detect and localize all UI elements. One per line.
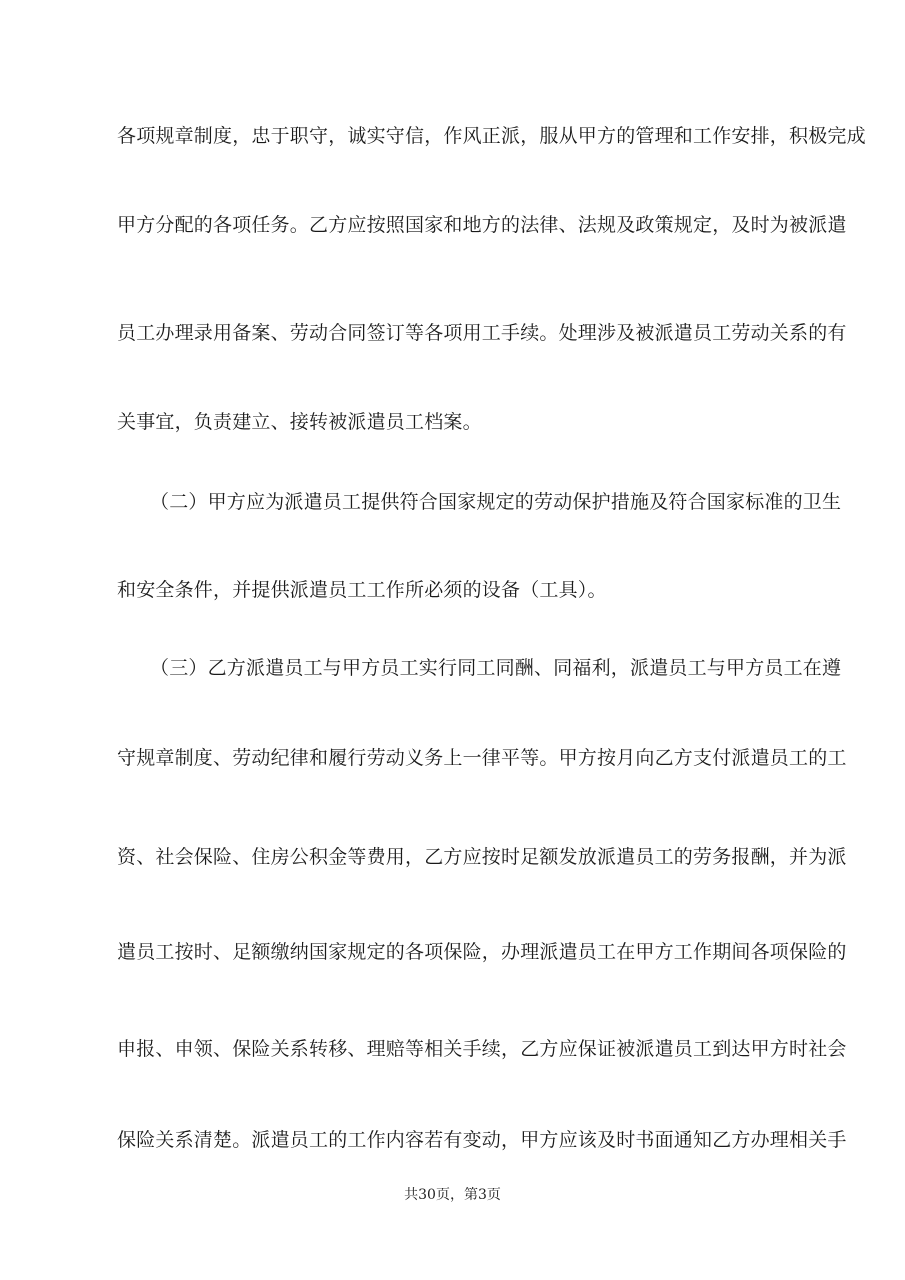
text-line: 申报、申领、保险关系转移、理赔等相关手续，乙方应保证被派遣员工到达甲方时社会 [117,1038,847,1060]
text-line: 守规章制度、劳动纪律和履行劳动义务上一律平等。甲方按月向乙方支付派遣员工的工 [117,747,847,769]
text-line: 保险关系清楚。派遣员工的工作内容若有变动，甲方应该及时书面通知乙方办理相关手 [117,1129,847,1151]
paragraph-three-start: （三）乙方派遣员工与甲方员工实行同工同酬、同福利，派遣员工与甲方员工在遵 [150,657,842,679]
text-line: 资、社会保险、住房公积金等费用，乙方应按时足额发放派遣员工的劳务报酬，并为派 [117,846,847,868]
text-line: 和安全条件，并提供派遣员工工作所必须的设备（工具）。 [117,579,607,601]
text-line: 遣员工按时、足额缴纳国家规定的各项保险，办理派遣员工在甲方工作期间各项保险的 [117,941,847,963]
paragraph-two-start: （二）甲方应为派遣员工提供符合国家规定的劳动保护措施及符合国家标准的卫生 [150,491,842,513]
text-line: 关事宜，负责建立、接转被派遣员工档案。 [117,411,482,433]
page-footer: 共30页，第3页 [404,1187,501,1203]
text-line: 员工办理录用备案、劳动合同签订等各项用工手续。处理涉及被派遣员工劳动关系的有 [117,322,847,344]
text-line: 各项规章制度，忠于职守，诚实守信，作风正派，服从甲方的管理和工作安排，积极完成 [117,125,866,147]
text-line: 甲方分配的各项任务。乙方应按照国家和地方的法律、法规及政策规定，及时为被派遣 [117,214,847,236]
